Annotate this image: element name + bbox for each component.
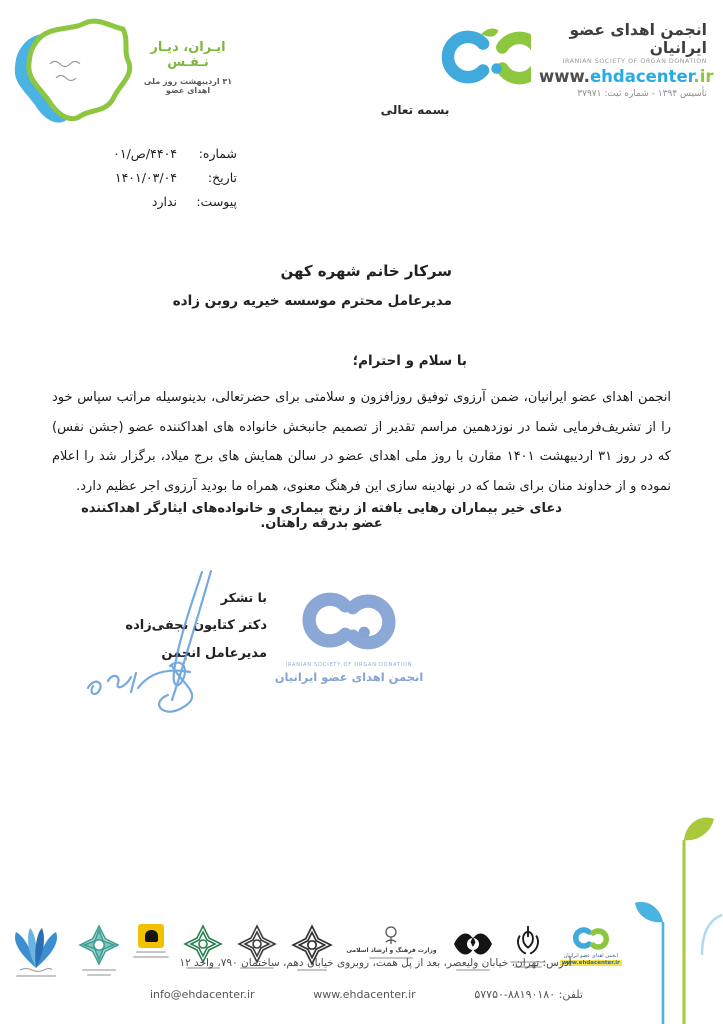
letter-meta bbox=[52, 146, 237, 218]
signature-thanks: با تشکر bbox=[220, 590, 267, 605]
slogan-block bbox=[138, 40, 238, 95]
meta-date-value: ۱۴۰۱/۰۳/۰۴ bbox=[114, 170, 177, 185]
website-www: www. bbox=[539, 67, 590, 86]
signature-name: دکتر کتایون نجفی‌زاده bbox=[125, 618, 267, 633]
footer-website: www.ehdacenter.ir bbox=[313, 988, 416, 1001]
org-name-fa: انجمن اهدای عضو ایرانیان bbox=[569, 21, 707, 57]
partner-logos-row bbox=[8, 924, 622, 977]
meta-attachment-row bbox=[52, 194, 237, 209]
corner-arc-decoration bbox=[697, 913, 723, 959]
stamp-infinity-logo-icon bbox=[279, 642, 419, 661]
meta-number-value: ۴۴۰۴/ص/۰۱ bbox=[113, 146, 177, 161]
meta-attachment-label: پیوست: bbox=[196, 194, 237, 209]
slogan-subtitle: ۳۱ اردیبهشت روز ملی اهدای عضو bbox=[143, 77, 233, 95]
recipient-title: مدیرعامل محترم موسسه خیریه روبن زاده bbox=[172, 293, 452, 309]
meta-attachment-value: ندارد bbox=[151, 194, 177, 209]
footer-phone-value: ۵۷۷۵۰-۸۸۱۹۰۱۸۰ bbox=[474, 988, 556, 1001]
ministry-culture-logo bbox=[346, 924, 436, 959]
website-domain: ehdacenter bbox=[589, 67, 694, 86]
org-website bbox=[539, 67, 714, 86]
meta-number-label: شماره: bbox=[198, 146, 237, 161]
meta-date-row bbox=[52, 170, 237, 185]
org-name-en: IRANIAN SOCIETY OF ORGAN DONATION bbox=[562, 58, 707, 65]
stamp-text-fa: انجمن اهدای عضو ایرانیان bbox=[274, 670, 424, 684]
ehda-footer-caption: انجمن اهدای عضو ایرانیان bbox=[563, 953, 618, 959]
yellow-badge-logo bbox=[133, 924, 169, 958]
footer-address: آدرس: تهران، خیابان ولیعصر، بعد از پل همت، روبروی خیابان دهم، ساختمان ۷۹۰، واحد ۱۲ bbox=[179, 957, 572, 969]
handwritten-signature bbox=[80, 568, 260, 727]
closing-prayer: دعای خیر بیماران رهایی یافته از رنج بیماری و خانواده‌های ایثارگر اهداکننده عضو بدرقه راهتان. bbox=[81, 501, 562, 531]
ehda-footer-website: www.ehdacenter.ir bbox=[561, 960, 620, 966]
footer-contact-row bbox=[150, 988, 583, 1001]
ehda-infinity-logo-icon bbox=[439, 18, 531, 102]
website-tld: .ir bbox=[693, 67, 714, 86]
blue-leaf-stem-decoration bbox=[632, 898, 666, 1024]
ministry-culture-caption: وزارت فرهنگ و ارشاد اسلامی bbox=[346, 947, 437, 954]
header-org-block bbox=[439, 18, 714, 102]
blue-tulip-emblem-logo bbox=[8, 924, 64, 977]
iran-map-graphic bbox=[12, 12, 152, 142]
footer-phone-label: تلفن: bbox=[558, 988, 583, 1001]
signature-title: مدیرعامل انجمن bbox=[161, 646, 267, 661]
org-registration: تأسیس ۱۳۹۴ - شماره ثبت: ۳۷۹۷۱ bbox=[577, 89, 707, 99]
official-stamp bbox=[273, 585, 425, 684]
header-org-text bbox=[539, 21, 714, 99]
teal-rosette-emblem-logo bbox=[78, 924, 120, 976]
meta-number-row bbox=[52, 146, 237, 161]
recipient-block bbox=[173, 262, 452, 309]
letter-body: انجمن اهدای عضو ایرانیان، ضمن آرزوی توفیق روزافزون و سلامتی برای حضرتعالی، بدینوسیله مراتب سپاس خود را از تشریف‌فرمایی شما در نوزدهمین مراسم تقدیر از تصمیم جانبخش خانواده های اهداکننده عضو (جشن نفس) که در روز ۳۱ اردیبهشت ۱۴۰۱ مقارن با روز ملی اهدای عضو در سالن همایش های برج میلاد، برگزار شد را اعلام نموده و از خداوند منان برای شما که در نهادینه سازی این فرهنگ معنوی، همراه ما بودید آرزوی اجر عظیم دارد. bbox=[52, 390, 671, 494]
bismillah: بسمه تعالی bbox=[380, 103, 450, 117]
salutation: با سلام و احترام؛ bbox=[352, 353, 467, 369]
slogan-title: ایـران، دیـار نـفـس bbox=[150, 40, 226, 70]
footer-phone bbox=[474, 988, 583, 1001]
stamp-text-en: IRANIAN SOCIETY OF ORGAN DONATION bbox=[285, 662, 413, 668]
meta-date-label: تاریخ: bbox=[207, 170, 237, 185]
footer-email: info@ehdacenter.ir bbox=[150, 988, 255, 1001]
recipient-name: سرکار خانم شهره کهن bbox=[280, 262, 452, 280]
